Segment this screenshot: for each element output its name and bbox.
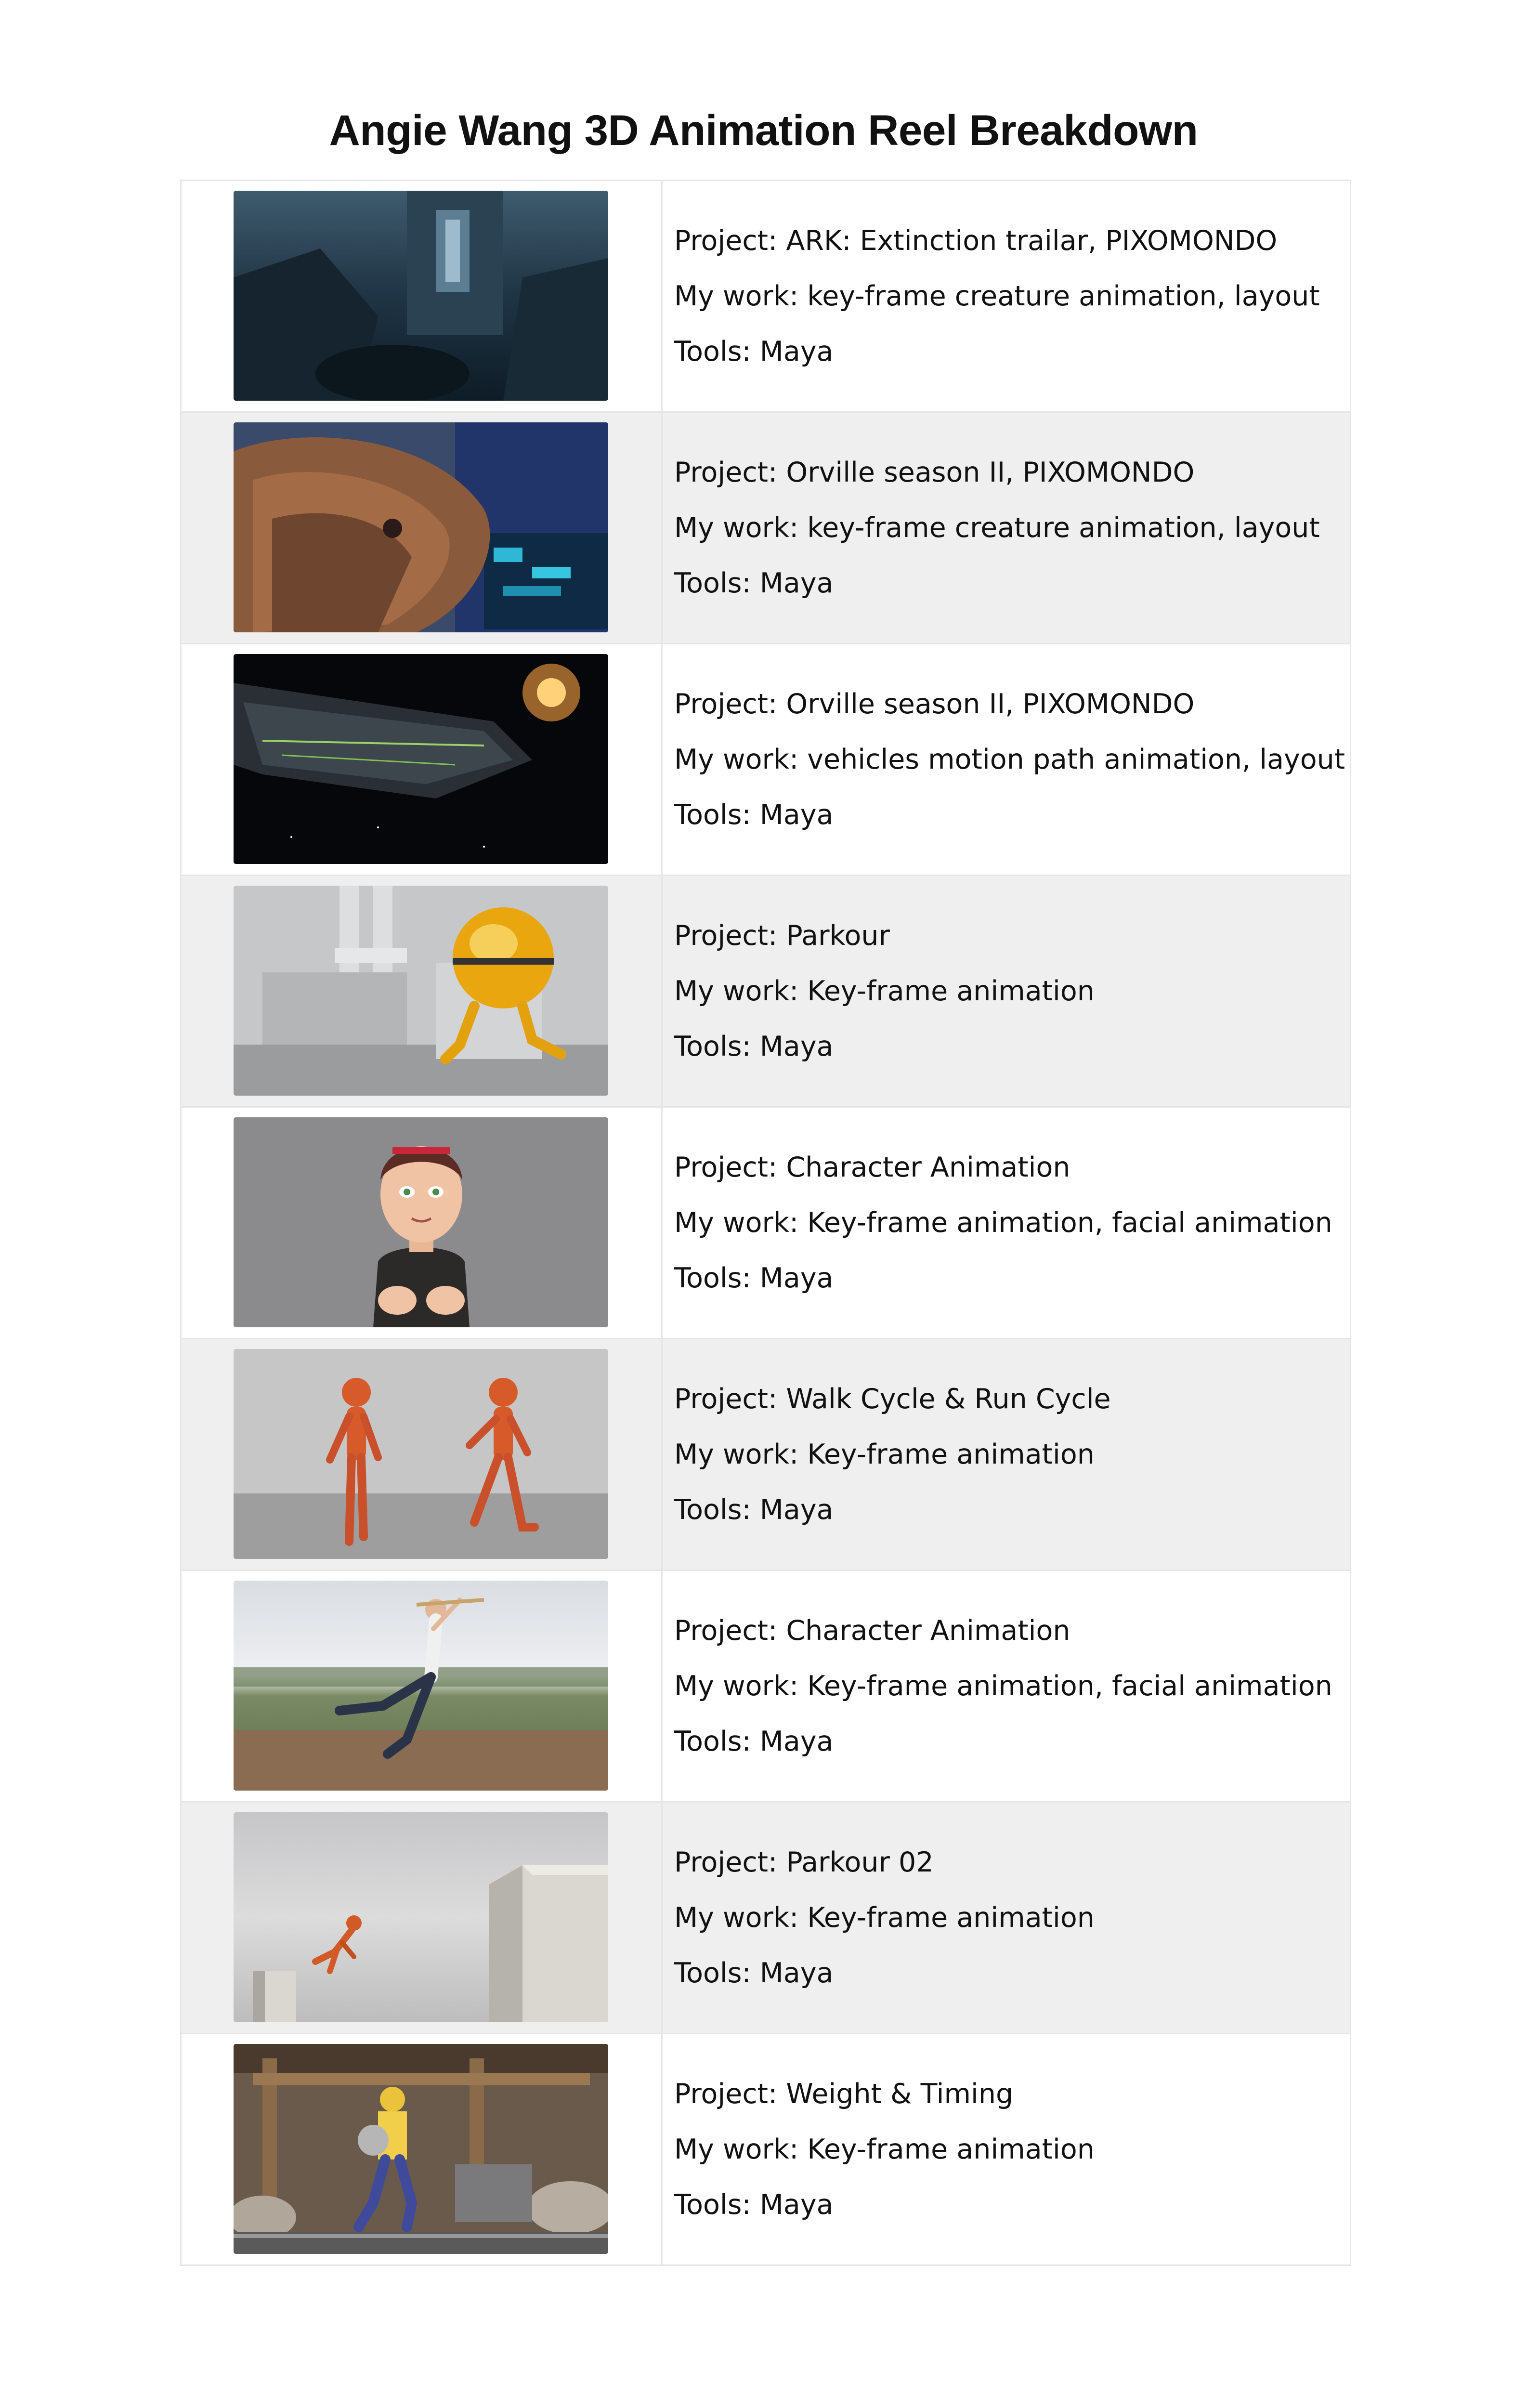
work-label: My work: Key-frame animation	[674, 1901, 1095, 1934]
work-label: My work: Key-frame animation	[674, 2133, 1095, 2165]
table-row	[181, 2034, 1351, 2265]
description-cell	[662, 181, 1351, 412]
thumbnail-cell	[181, 412, 662, 644]
thumbnail-image	[234, 1117, 608, 1327]
table-row	[181, 644, 1351, 876]
project-label: Project: Parkour 02	[674, 1846, 934, 1878]
thumbnail-cell	[181, 181, 662, 412]
description-cell	[662, 1107, 1351, 1339]
page-title: Angie Wang 3D Animation Reel Breakdown	[329, 105, 1198, 154]
table-row	[181, 1107, 1351, 1339]
work-label: My work: key-frame creature animation, layout	[674, 511, 1320, 544]
work-label: My work: Key-frame animation, facial animation	[674, 1670, 1332, 1702]
tools-label: Tools: Maya	[674, 1262, 834, 1294]
work-label: My work: Key-frame animation	[674, 1438, 1095, 1470]
table-row	[181, 1570, 1351, 1802]
thumbnail-cell	[181, 2034, 662, 2265]
thumbnail-image	[234, 1581, 608, 1791]
description-cell	[662, 2034, 1351, 2265]
thumbnail-cell	[181, 644, 662, 876]
tools-label: Tools: Maya	[674, 1957, 834, 1989]
description-cell	[662, 876, 1351, 1107]
thumbnail-image	[234, 654, 608, 864]
description-cell	[662, 644, 1351, 876]
table-row	[181, 876, 1351, 1107]
tools-label: Tools: Maya	[674, 2188, 834, 2221]
reel-breakdown-table	[180, 180, 1351, 2266]
table-row	[181, 1339, 1351, 1570]
description-cell	[662, 1570, 1351, 1802]
work-label: My work: Key-frame animation	[674, 975, 1095, 1007]
table-row	[181, 412, 1351, 644]
project-label: Project: Walk Cycle & Run Cycle	[674, 1383, 1111, 1415]
tools-label: Tools: Maya	[674, 1030, 834, 1062]
thumbnail-cell	[181, 1339, 662, 1570]
project-label: Project: Orville season II, PIXOMONDO	[674, 456, 1195, 488]
tools-label: Tools: Maya	[674, 1493, 834, 1526]
tools-label: Tools: Maya	[674, 335, 834, 367]
description-cell	[662, 1339, 1351, 1570]
work-label: My work: key-frame creature animation, layout	[674, 280, 1320, 312]
project-label: Project: ARK: Extinction trailar, PIXOMONDO	[674, 224, 1278, 257]
thumbnail-image	[234, 1349, 608, 1559]
thumbnail-cell	[181, 1802, 662, 2034]
thumbnail-image	[234, 191, 608, 401]
description-cell	[662, 412, 1351, 644]
thumbnail-image	[234, 2044, 608, 2254]
thumbnail-cell	[181, 1570, 662, 1802]
tools-label: Tools: Maya	[674, 567, 834, 599]
thumbnail-cell	[181, 876, 662, 1107]
thumbnail-image	[234, 886, 608, 1096]
tools-label: Tools: Maya	[674, 798, 834, 831]
thumbnail-image	[234, 422, 608, 632]
table-row	[181, 181, 1351, 412]
project-label: Project: Parkour	[674, 919, 890, 952]
thumbnail-image	[234, 1812, 608, 2022]
work-label: My work: Key-frame animation, facial animation	[674, 1206, 1332, 1239]
work-label: My work: vehicles motion path animation, layout	[674, 743, 1345, 775]
description-cell	[662, 1802, 1351, 2034]
project-label: Project: Orville season II, PIXOMONDO	[674, 688, 1195, 720]
project-label: Project: Weight & Timing	[674, 2078, 1014, 2110]
thumbnail-cell	[181, 1107, 662, 1339]
tools-label: Tools: Maya	[674, 1725, 834, 1757]
project-label: Project: Character Animation	[674, 1151, 1070, 1183]
table-row	[181, 1802, 1351, 2034]
project-label: Project: Character Animation	[674, 1614, 1070, 1647]
